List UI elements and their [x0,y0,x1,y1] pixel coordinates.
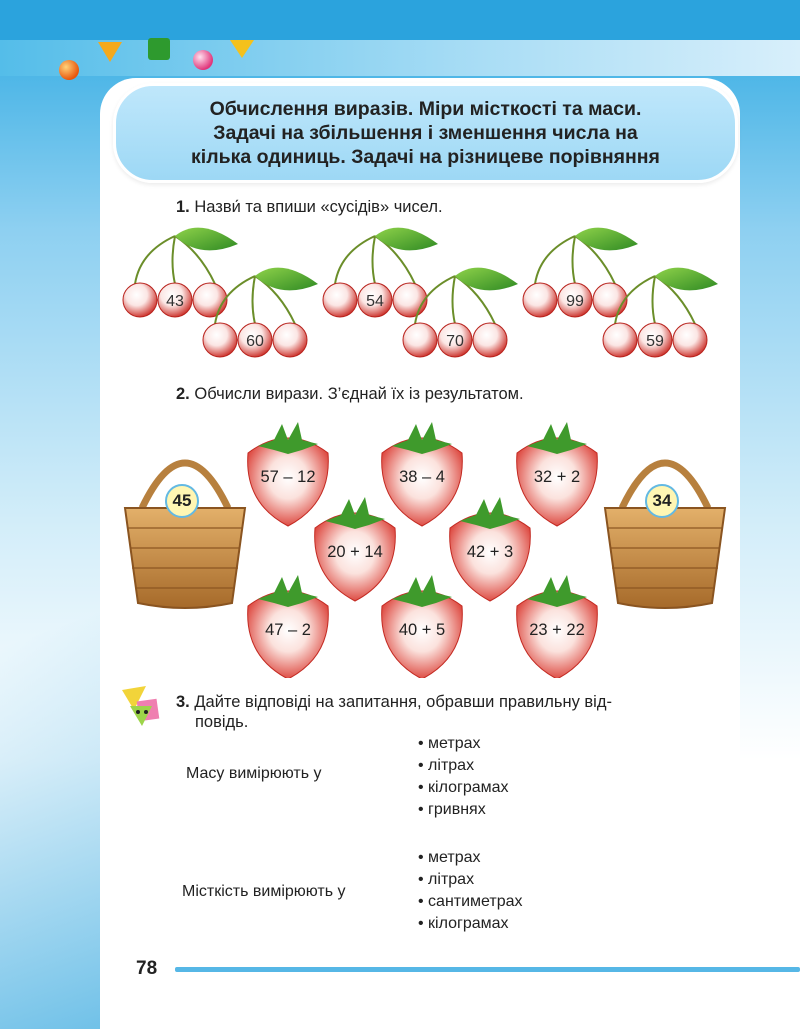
question-2-option[interactable]: • кілограмах [418,913,523,935]
task3-number: 3. [176,693,190,711]
leaf-icon [455,268,518,291]
task1-number: 1. [176,198,190,216]
question-2-option[interactable]: • літрах [418,869,523,891]
leaf-icon [255,268,318,291]
cherry-icon [203,323,237,357]
question-1-option[interactable]: • кілограмах [418,777,509,799]
orange-ball-icon [59,60,79,80]
lesson-title-box [113,83,738,183]
cherry-number: 54 [366,293,384,310]
basket-label-left[interactable]: 45 [165,484,199,518]
question-2-options [418,847,523,935]
question-2-option[interactable]: • сантиметрах [418,891,523,913]
cherry-icon [673,323,707,357]
strawberry [248,422,329,526]
cherry-number: 70 [446,333,464,350]
cherry-icon [193,283,227,317]
leaf-icon [575,228,638,251]
cherry-icon [403,323,437,357]
yellow-cone-icon-2 [230,40,254,58]
strawberry [248,575,329,678]
strawberry [517,575,598,678]
leaf-icon [375,228,438,251]
cherry-icon [473,323,507,357]
strawberry-expression: 57 – 12 [260,468,316,486]
cherry-cluster [523,228,638,317]
pink-ball-icon [193,50,213,70]
task3-heading [176,692,612,732]
yellow-cone-icon [98,42,122,62]
strawberry-expression: 42 + 3 [466,543,514,561]
task1-heading [176,198,443,217]
cherry-number: 99 [566,293,584,310]
question-1-option[interactable]: • літрах [418,755,509,777]
strawberry [517,422,598,526]
task3-text-line1: Дайте відповіді на запитання, обравши правильну від- [194,693,612,711]
cherry-icon [323,283,357,317]
cherry-cluster [123,228,238,317]
task2-text: Обчисли вирази. З’єднай їх із результатом. [194,385,524,403]
strawberry-expression: 47 – 2 [265,621,311,639]
strawberry-expression: 23 + 22 [529,621,585,639]
cherries-illustration [120,222,730,372]
cherry-icon [603,323,637,357]
title-line-3: кілька одиниць. Задачі на різницеве порівняння [191,146,660,168]
cherry-icon [123,283,157,317]
title-line-1: Обчислення виразів. Міри місткості та маси. [209,98,642,120]
question-1-option[interactable]: • гривнях [418,799,509,821]
strawberry [315,497,396,601]
page-number: 78 [136,958,158,979]
question-2-option[interactable]: • метрах [418,847,523,869]
question-1-prompt: Масу вимірюють у [186,765,322,782]
cherry-icon [523,283,557,317]
leaf-icon [655,268,718,291]
task2-number: 2. [176,385,190,403]
task2-heading [176,385,524,404]
strawberry [382,422,463,526]
basket-label-right[interactable]: 34 [645,484,679,518]
cherry-number: 60 [246,333,264,350]
strawberries-illustration [120,408,740,678]
cherry-number: 43 [166,293,184,310]
question-1-options [418,733,509,821]
footer-rule [175,967,800,972]
strawberry-expression: 20 + 14 [327,543,383,561]
strawberry-expression: 32 + 2 [533,468,581,486]
green-cube-icon [148,38,170,60]
question-2-prompt: Місткість вимірюють у [182,883,346,900]
cherry-icon [593,283,627,317]
cherry-icon [273,323,307,357]
strawberry [450,497,531,601]
cherry-cluster [323,228,438,317]
cherry-number: 59 [646,333,664,350]
task1-text: Назви́ та впиши «сусідів» чисел. [194,198,443,216]
mascot-icon [118,684,168,730]
title-line-2: Задачі на збільшення і зменшення числа на [213,122,638,144]
task3-text-line2: повідь. [195,713,249,731]
cherry-icon [393,283,427,317]
strawberry-expression: 38 – 4 [399,468,445,486]
leaf-icon [175,228,238,251]
strawberry-expression: 40 + 5 [398,621,446,639]
strawberry [382,575,463,678]
question-1-option[interactable]: • метрах [418,733,509,755]
